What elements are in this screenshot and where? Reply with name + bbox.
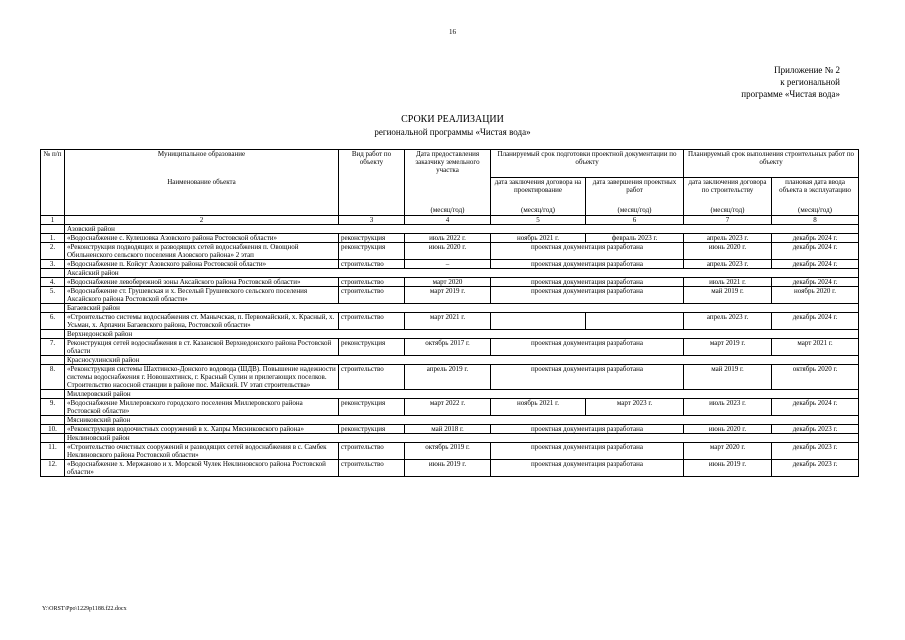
district-group-row: [41, 416, 859, 425]
group-num-spacer: [41, 356, 65, 365]
build-contract-date: июнь 2019 г.: [684, 460, 772, 477]
design-status: проектная документация разработана: [491, 339, 684, 356]
row-number: 4.: [41, 278, 65, 287]
table-row: [41, 260, 859, 269]
district-name: Красносулинский район: [65, 356, 859, 365]
design-complete-date: февраль 2023 г.: [586, 234, 684, 243]
page-number: 16: [449, 28, 456, 36]
group-num-spacer: [41, 330, 65, 339]
land-date: июль 2022 г.: [405, 234, 491, 243]
header-build-contract: дата заключения договора по строительству: [684, 178, 772, 206]
object-name: «Водоснабжение левобережной зоны Аксайского района Ростовской области»: [65, 278, 339, 287]
build-contract-date: июнь 2020 г.: [684, 425, 772, 434]
column-number: 7: [684, 216, 772, 225]
work-type: строительство: [339, 443, 405, 460]
work-type: строительство: [339, 287, 405, 304]
district-group-row: [41, 304, 859, 313]
column-number: 5: [491, 216, 586, 225]
commission-date: декабрь 2024 г.: [772, 234, 859, 243]
land-date: март 2021 г.: [405, 313, 491, 330]
object-name: «Строительство очистных сооружений и разводящих сетей водоснабжения в с. Самбек Неклиновского района Ростовской области»: [65, 443, 339, 460]
column-number: 1: [41, 216, 65, 225]
district-group-row: [41, 356, 859, 365]
document-title: СРОКИ РЕАЛИЗАЦИИ: [401, 114, 504, 125]
row-number: 1.: [41, 234, 65, 243]
appendix-line: Приложение № 2: [774, 65, 840, 75]
design-status: проектная документация разработана: [491, 278, 684, 287]
district-group-row: [41, 434, 859, 443]
object-name: «Водоснабжение п. Койсуг Азовского района Ростовской области»: [65, 260, 339, 269]
build-contract-date: июль 2021 г.: [684, 278, 772, 287]
object-name: «Строительство системы водоснабжения ст. Манычская, п. Первомайский, х. Красный, х. Усьман, х. Арпачин Багаевского района, Ростовской области»: [65, 313, 339, 330]
object-name: «Водоснабжение Миллеровского городского поселения Миллеровского района Ростовской области»: [65, 399, 339, 416]
row-number: 2.: [41, 243, 65, 260]
row-number: 10.: [41, 425, 65, 434]
land-date: март 2020: [405, 278, 491, 287]
column-number: 8: [772, 216, 859, 225]
build-contract-date: март 2020 г.: [684, 443, 772, 460]
build-contract-date: июль 2023 г.: [684, 399, 772, 416]
district-name: Мясниковский район: [65, 416, 859, 425]
work-type: строительство: [339, 278, 405, 287]
header-num-spacer: [41, 206, 65, 216]
commission-date: март 2021 г.: [772, 339, 859, 356]
build-contract-date: май 2019 г.: [684, 287, 772, 304]
header-object-spacer: [65, 206, 339, 216]
district-name: Миллеровский район: [65, 390, 859, 399]
group-num-spacer: [41, 225, 65, 234]
work-type: строительство: [339, 365, 405, 390]
appendix-heading: [705, 64, 840, 100]
work-type: реконструкция: [339, 339, 405, 356]
object-name: «Водоснабжение х. Мержаново и х. Морской Чулек Неклиновского района Ростовской области»: [65, 460, 339, 477]
commission-date: декабрь 2023 г.: [772, 443, 859, 460]
table-row: [41, 243, 859, 260]
header-unit: (месяц/год): [491, 206, 586, 216]
district-group-row: [41, 269, 859, 278]
column-number: 2: [65, 216, 339, 225]
object-name: «Реконструкция подводящих и разводящих сетей водоснабжения п. Овощной Обильненского сельского поселения Азовского района» 2 этап: [65, 243, 339, 260]
district-name: Неклиновский район: [65, 434, 859, 443]
district-name: Верхнедонской район: [65, 330, 859, 339]
group-num-spacer: [41, 416, 65, 425]
header-municipality: Муниципальное образование: [65, 150, 339, 178]
table-row: [41, 234, 859, 243]
land-date: октябрь 2017 г.: [405, 339, 491, 356]
work-type: строительство: [339, 460, 405, 477]
design-contract-date: [491, 313, 586, 330]
header-unit: (месяц/год): [772, 206, 859, 216]
table-row: [41, 278, 859, 287]
row-number: 7.: [41, 339, 65, 356]
object-name: «Водоснабжение ст. Грушевская и х. Веселый Грушевского сельского поселения Аксайского района Ростовской области»: [65, 287, 339, 304]
design-status: проектная документация разработана: [491, 287, 684, 304]
land-date: октябрь 2019 г.: [405, 443, 491, 460]
header-design-complete: дата завершения проектных работ: [586, 178, 684, 206]
build-contract-date: май 2019 г.: [684, 365, 772, 390]
work-type: реконструкция: [339, 243, 405, 260]
commission-date: декабрь 2024 г.: [772, 313, 859, 330]
row-number: 5.: [41, 287, 65, 304]
design-complete-date: [586, 313, 684, 330]
appendix-line: к региональной: [780, 77, 840, 87]
appendix-line: программе «Чистая вода»: [741, 89, 840, 99]
row-number: 3.: [41, 260, 65, 269]
column-number: 6: [586, 216, 684, 225]
district-group-row: [41, 330, 859, 339]
land-date: март 2022 г.: [405, 399, 491, 416]
work-type: реконструкция: [339, 234, 405, 243]
table-row: [41, 443, 859, 460]
land-date: июнь 2019 г.: [405, 460, 491, 477]
district-group-row: [41, 225, 859, 234]
commission-date: декабрь 2024 г.: [772, 260, 859, 269]
commission-date: декабрь 2024 г.: [772, 243, 859, 260]
commission-date: декабрь 2023 г.: [772, 460, 859, 477]
design-contract-date: ноябрь 2021 г.: [491, 234, 586, 243]
commission-date: октябрь 2020 г.: [772, 365, 859, 390]
table-row: [41, 399, 859, 416]
design-status: проектная документация разработана: [491, 365, 684, 390]
district-name: Багаевский район: [65, 304, 859, 313]
commission-date: декабрь 2024 г.: [772, 278, 859, 287]
row-number: 6.: [41, 313, 65, 330]
row-number: 11.: [41, 443, 65, 460]
header-design-contract: дата заключения договора на проектирование: [491, 178, 586, 206]
build-contract-date: июнь 2020 г.: [684, 243, 772, 260]
land-date: –: [405, 260, 491, 269]
footer-file-path: Y:\ORST\Ppo\1229p1188.f22.docx: [42, 606, 127, 612]
header-unit: (месяц/год): [586, 206, 684, 216]
build-contract-date: апрель 2023 г.: [684, 313, 772, 330]
object-name: «Водоснабжение с. Кулешовка Азовского района Ростовской области»: [65, 234, 339, 243]
build-contract-date: апрель 2023 г.: [684, 234, 772, 243]
header-unit: (месяц/год): [684, 206, 772, 216]
design-complete-date: март 2023 г.: [586, 399, 684, 416]
build-contract-date: апрель 2023 г.: [684, 260, 772, 269]
design-status: проектная документация разработана: [491, 243, 684, 260]
object-name: Реконструкция сетей водоснабжения в ст. Казанской Верхнедонского района Ростовской области: [65, 339, 339, 356]
column-number: 3: [339, 216, 405, 225]
land-date: апрель 2019 г.: [405, 365, 491, 390]
commission-date: декабрь 2024 г.: [772, 399, 859, 416]
district-name: Азовский район: [65, 225, 859, 234]
header-object-name: Наименование объекта: [65, 178, 339, 206]
schedule-table: [40, 149, 859, 477]
header-work-type: Вид работ по объекту: [339, 150, 405, 216]
build-contract-date: март 2019 г.: [684, 339, 772, 356]
district-name: Аксайский район: [65, 269, 859, 278]
work-type: строительство: [339, 313, 405, 330]
design-status: проектная документация разработана: [491, 425, 684, 434]
work-type: реконструкция: [339, 399, 405, 416]
table-row: [41, 425, 859, 434]
group-num-spacer: [41, 390, 65, 399]
group-num-spacer: [41, 304, 65, 313]
header-num: № п/п: [41, 150, 65, 178]
work-type: строительство: [339, 260, 405, 269]
header-commission: плановая дата ввода объекта в эксплуатацию: [772, 178, 859, 206]
commission-date: ноябрь 2020 г.: [772, 287, 859, 304]
object-name: «Реконструкция водоочистных сооружений в х. Хапры Мясниковского района»: [65, 425, 339, 434]
document-subtitle: региональной программы «Чистая вода»: [374, 127, 531, 137]
design-status: проектная документация разработана: [491, 260, 684, 269]
land-date: май 2018 г.: [405, 425, 491, 434]
header-design-group: Планируемый срок подготовки проектной документации по объекту: [491, 150, 684, 178]
object-name: «Реконструкция системы Шахтинско-Донского водовода (ШДВ). Повышение надежности системы водоснабжения г. Новошахтинск, г. Красный Сулин и прилегающих поселков. Строительство насосной станции в районе пос. Майский. IV этап строительства»: [65, 365, 339, 390]
header-num-spacer: [41, 178, 65, 206]
header-build-group: Планируемый срок выполнения строительных работ по объекту: [684, 150, 859, 178]
table-row: [41, 365, 859, 390]
row-number: 12.: [41, 460, 65, 477]
document-title-block: [0, 114, 905, 138]
design-contract-date: ноябрь 2021 г.: [491, 399, 586, 416]
table-row: [41, 339, 859, 356]
design-status: проектная документация разработана: [491, 460, 684, 477]
land-date: июнь 2020 г.: [405, 243, 491, 260]
design-status: проектная документация разработана: [491, 443, 684, 460]
table-row: [41, 460, 859, 477]
row-number: 9.: [41, 399, 65, 416]
group-num-spacer: [41, 434, 65, 443]
header-land-date: Дата предоставления заказчику земельного участка: [405, 150, 491, 206]
group-num-spacer: [41, 269, 65, 278]
commission-date: декабрь 2023 г.: [772, 425, 859, 434]
table-row: [41, 287, 859, 304]
work-type: реконструкция: [339, 425, 405, 434]
land-date: март 2019 г.: [405, 287, 491, 304]
header-unit: (месяц/год): [405, 206, 491, 216]
district-group-row: [41, 390, 859, 399]
row-number: 8.: [41, 365, 65, 390]
table-row: [41, 313, 859, 330]
column-number: 4: [405, 216, 491, 225]
